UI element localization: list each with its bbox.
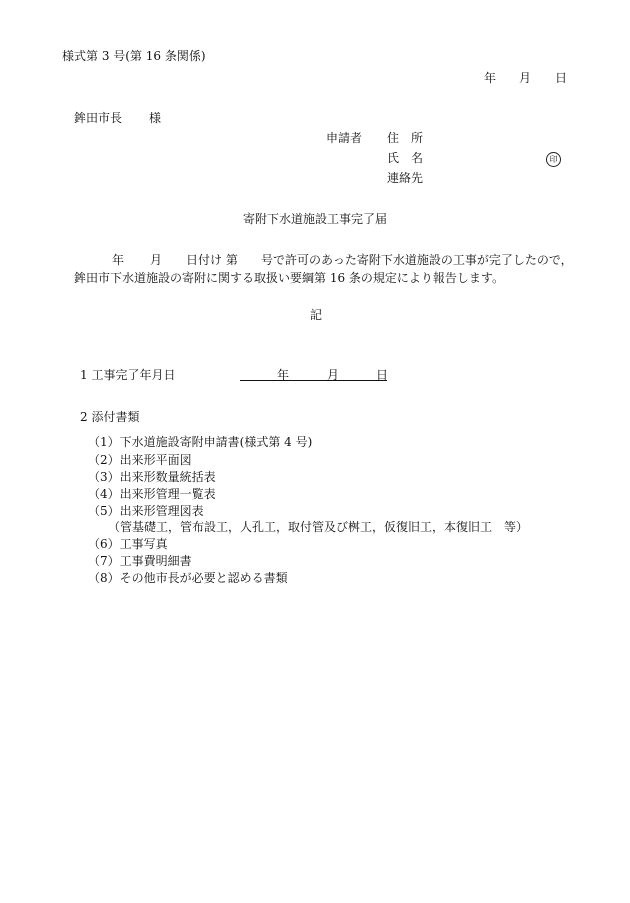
item1-underline <box>240 380 387 381</box>
attachment-item: （6）工事写真 <box>88 537 168 551</box>
date-year: 年 <box>484 71 497 85</box>
body-month: 月 <box>150 253 163 267</box>
item1-year: 年 <box>277 368 290 382</box>
attachment-item: （1）下水道施設寄附申請書(様式第 4 号) <box>88 435 313 449</box>
attachment-item: （3）出来形数量統括表 <box>88 470 216 484</box>
contact-label: 連絡先 <box>387 171 424 185</box>
body-line1-rest: 号で許可のあった寄附下水道施設の工事が完了したので， <box>261 253 573 267</box>
applicant-label: 申請者 <box>326 131 363 145</box>
seal-icon: 印 <box>546 152 561 167</box>
item2-label: 2 添付書類 <box>80 410 140 424</box>
body-line2: 鉾田市下水道施設の寄附に関する取扱い要綱第 16 条の規定により報告します。 <box>74 271 504 285</box>
body-date-suffix: 日付け 第 <box>186 253 238 267</box>
date-month: 月 <box>519 71 532 85</box>
attachment-item: （2）出来形平面図 <box>88 453 192 467</box>
attachment-item: （5）出来形管理図表 <box>88 504 204 518</box>
document-title: 寄附下水道施設工事完了届 <box>243 212 388 226</box>
item1-day: 日 <box>376 368 389 382</box>
seal-mark <box>546 150 561 167</box>
addressee-name: 鉾田市長 <box>74 111 123 125</box>
attachment-item: （4）出来形管理一覧表 <box>88 487 216 501</box>
ki-label: 記 <box>310 308 323 322</box>
item1-month: 月 <box>327 368 340 382</box>
item1-label: 1 工事完了年月日 <box>80 368 176 382</box>
addressee-honorific: 様 <box>149 111 162 125</box>
attachment-item: （8）その他市長が必要と認める書類 <box>88 571 288 585</box>
attachment-item: （7）工事費明細書 <box>88 554 192 568</box>
address-label: 住 所 <box>387 131 424 145</box>
body-year: 年 <box>112 253 125 267</box>
attachment-item-details: （管基礎工，管布設工，人孔工，取付管及び桝工，仮復旧工，本復旧工 等） <box>108 520 529 534</box>
date-day: 日 <box>555 71 568 85</box>
form-number: 様式第 3 号(第 16 条関係) <box>62 49 206 63</box>
name-label: 氏 名 <box>387 151 424 165</box>
